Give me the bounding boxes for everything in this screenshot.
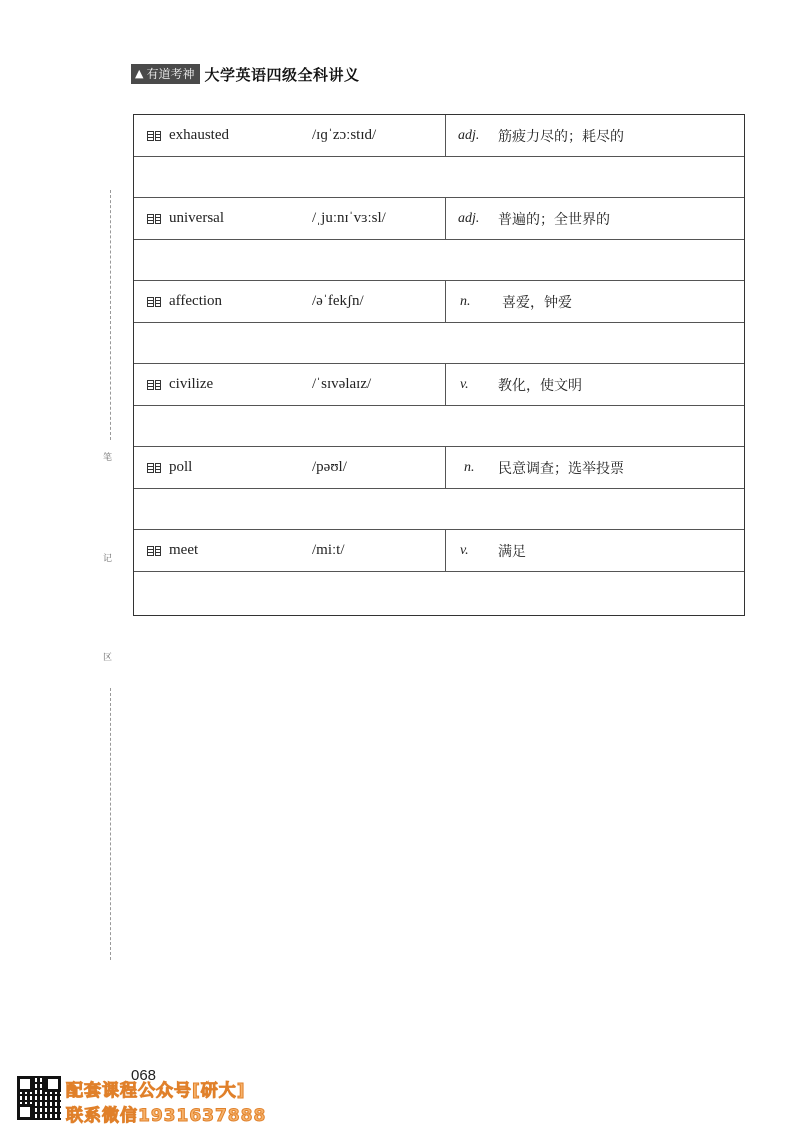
meaning: 筋疲力尽的；耗尽的 (498, 128, 624, 145)
phonetic: /ɪɡˈzɔːstɪd/ (312, 127, 377, 143)
meaning: 民意调查；选举投票 (498, 460, 624, 477)
page-header (131, 63, 360, 85)
word-row (134, 281, 744, 323)
word: affection (169, 293, 223, 309)
book-title: 大学英语四级全科讲义 (204, 65, 360, 84)
book-icon (147, 380, 161, 390)
word-row (134, 530, 744, 572)
watermark-line-1: 配套课程公众号[研大] (66, 1081, 246, 1101)
word-row (134, 447, 744, 489)
word-row (134, 115, 744, 157)
part-of-speech: n. (460, 293, 471, 309)
brand-badge (131, 64, 200, 84)
book-icon (147, 463, 161, 473)
book-icon (147, 297, 161, 307)
note-row (134, 240, 744, 281)
meaning: 普遍的；全世界的 (498, 211, 610, 228)
phonetic: /əˈfekʃn/ (312, 293, 364, 309)
phonetic: /ˌjuːnɪˈvɜːsl/ (312, 210, 386, 226)
part-of-speech: v. (460, 542, 469, 558)
part-of-speech: adj. (458, 210, 480, 226)
book-icon (147, 546, 161, 556)
part-of-speech: n. (464, 459, 475, 475)
note-row (134, 572, 744, 615)
notes-label-char-3: 区 (103, 653, 113, 663)
meaning: 教化，使文明 (498, 377, 582, 394)
book-icon (147, 131, 161, 141)
watermark-line-2: 联系微信1931637888 (66, 1106, 267, 1126)
part-of-speech: adj. (458, 127, 480, 143)
word: meet (169, 542, 199, 558)
notes-label-char-1: 笔 (103, 453, 113, 463)
word-row (134, 198, 744, 240)
phonetic: /miːt/ (312, 542, 345, 558)
meaning: 喜爱，钟爱 (502, 294, 572, 311)
word: universal (169, 210, 224, 226)
note-row (134, 157, 744, 198)
word: poll (169, 459, 193, 475)
notes-margin-line-bottom (110, 688, 111, 960)
notes-label-char-2: 记 (103, 554, 113, 564)
note-row (134, 489, 744, 530)
graduation-cap-icon: ▲ (135, 67, 144, 80)
page-number: 068 (131, 1067, 157, 1084)
note-row (134, 323, 744, 364)
phonetic: /ˈsɪvəlaɪz/ (312, 376, 372, 392)
phonetic: /pəʊl/ (312, 459, 347, 475)
meaning: 满足 (498, 543, 526, 560)
word: civilize (169, 376, 214, 392)
vocabulary-table (133, 114, 745, 616)
part-of-speech: v. (460, 376, 469, 392)
word: exhausted (169, 127, 229, 143)
word-row (134, 364, 744, 406)
note-row (134, 406, 744, 447)
qr-code-icon (17, 1076, 61, 1120)
book-icon (147, 214, 161, 224)
notes-margin-line-top (110, 190, 111, 440)
brand-name: 有道考神 (146, 67, 195, 81)
